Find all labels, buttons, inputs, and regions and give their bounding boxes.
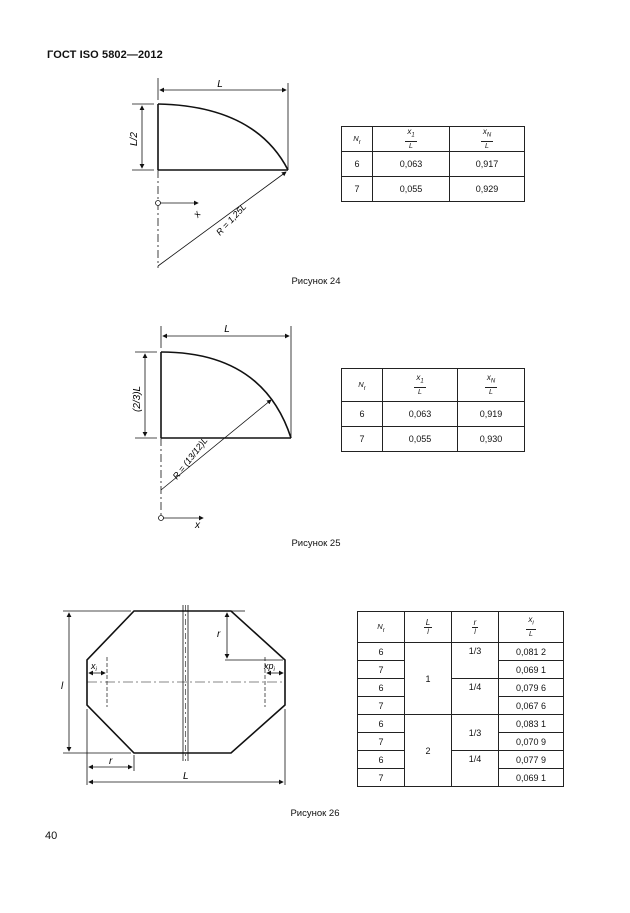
fig25-caption: Рисунок 25 bbox=[291, 538, 341, 549]
fig26-label-xpi: $xp_i$ bbox=[264, 661, 275, 673]
table-row: 6 1/4 0,079 6 bbox=[358, 679, 564, 697]
fig24-caption: Рисунок 24 bbox=[291, 276, 341, 287]
page-number: 40 bbox=[45, 830, 58, 842]
table-row: 7 0,070 9 bbox=[358, 733, 564, 751]
table-row: 6 1 1/3 0,081 2 bbox=[358, 643, 564, 661]
table-row: 7 0,069 1 bbox=[358, 769, 564, 787]
fig26-th-n: $N_r$ bbox=[358, 612, 405, 643]
fig26-label-xi: $x_i$ bbox=[91, 661, 97, 673]
fig24-label-L: L bbox=[217, 79, 223, 90]
fig24-table bbox=[341, 126, 525, 202]
fig25-label-L: L bbox=[224, 324, 230, 335]
fig26-th-rl: $\frac{r}{l}$ bbox=[452, 612, 499, 643]
fig24-th-n: $N_r$ bbox=[342, 127, 373, 152]
table-row: 6 1/4 0,077 9 bbox=[358, 751, 564, 769]
figure-24-drawing bbox=[120, 78, 310, 273]
figure-26-drawing bbox=[55, 605, 300, 790]
fig24-th-x1: $\frac{x_1}{L}$ bbox=[373, 127, 450, 152]
fig24-th-xn: $\frac{x_N}{L}$ bbox=[450, 127, 525, 152]
table-row: 6 0,063 0,919 bbox=[342, 402, 525, 427]
fig26-table bbox=[357, 611, 564, 787]
figure-25-drawing bbox=[125, 320, 315, 535]
fig25-label-x: x bbox=[195, 520, 200, 531]
fig24-label-x: x bbox=[191, 209, 204, 220]
table-row: 7 0,067 6 bbox=[358, 697, 564, 715]
fig26-label-r-top: r bbox=[217, 629, 221, 640]
fig25-th-xn: $\frac{x_N}{L}$ bbox=[458, 369, 525, 402]
table-row: 7 0,069 1 bbox=[358, 661, 564, 679]
fig25-label-R: R = (13/12)L bbox=[170, 435, 210, 482]
table-row: 7 0,055 0,929 bbox=[342, 177, 525, 202]
fig25-table bbox=[341, 368, 525, 452]
table-row: 6 2 1/3 0,083 1 bbox=[358, 715, 564, 733]
fig26-caption: Рисунок 26 bbox=[290, 808, 340, 819]
fig25-label-h: (2/3)L bbox=[132, 385, 143, 412]
fig25-th-x1: $\frac{x_1}{L}$ bbox=[383, 369, 458, 402]
fig25-th-n: $N_r$ bbox=[342, 369, 383, 402]
document-header: ГОСТ ISO 5802—2012 bbox=[47, 49, 163, 61]
fig26-th-Ll: $\frac{L}{l}$ bbox=[405, 612, 452, 643]
table-row: 6 0,063 0,917 bbox=[342, 152, 525, 177]
fig26-label-r-bottom: r bbox=[109, 756, 113, 767]
fig26-label-L: L bbox=[183, 771, 189, 782]
fig26-th-xi: $\frac{x_i}{L}$ bbox=[499, 612, 564, 643]
fig26-label-l: l bbox=[61, 681, 64, 692]
fig24-label-R: R = 1,25L bbox=[214, 201, 249, 238]
fig24-label-L2: L/2 bbox=[129, 132, 140, 146]
table-row: 7 0,055 0,930 bbox=[342, 427, 525, 452]
